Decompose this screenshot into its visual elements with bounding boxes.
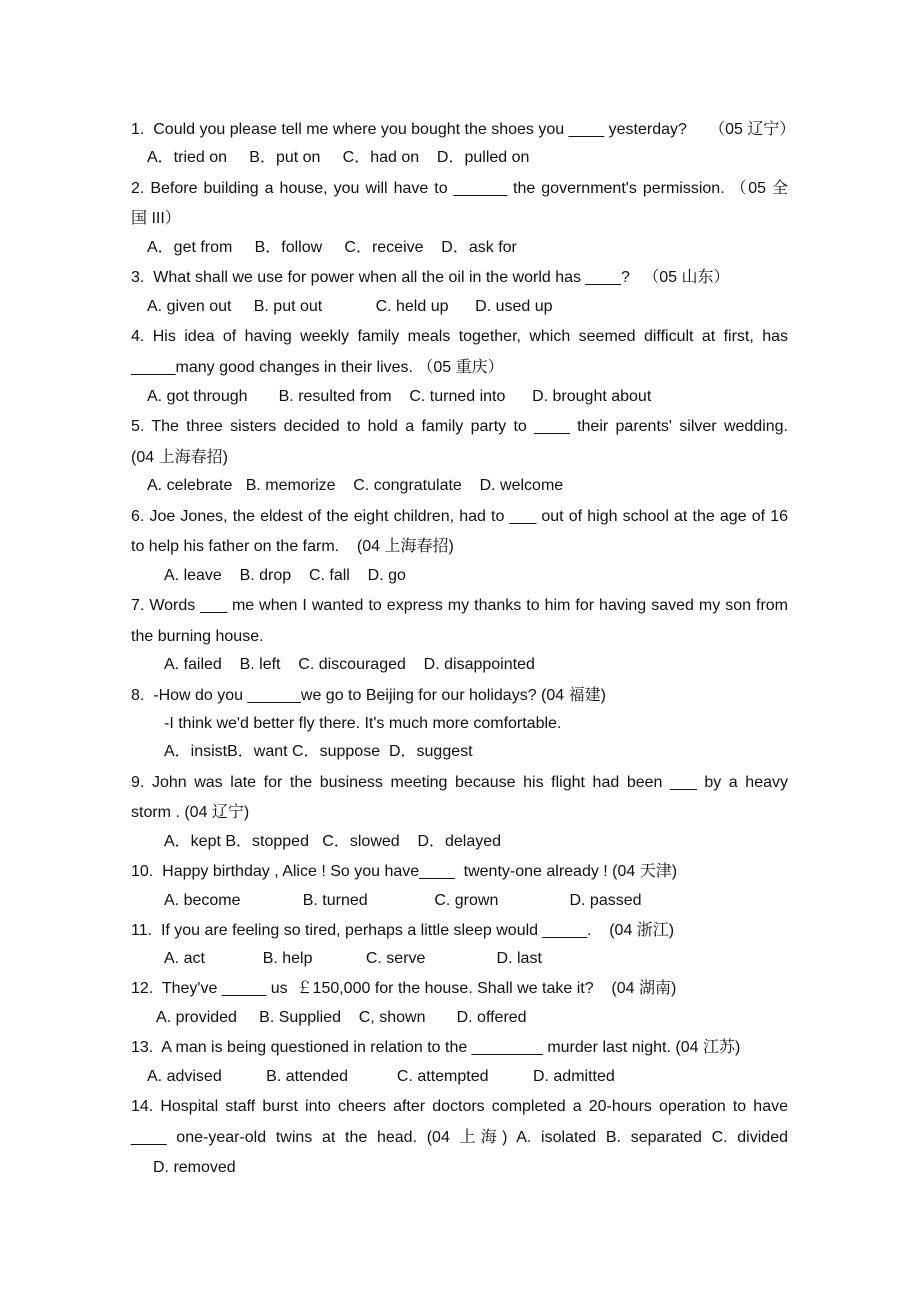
- answer-options: A. become B. turned C. grown D. passed: [164, 892, 642, 909]
- question-text-line: 国 III）: [131, 210, 181, 227]
- question-text-line: 10. Happy birthday , Alice ! So you have____ twenty-one already ! (04 天津): [131, 863, 678, 880]
- question-text-line: _____many good changes in their lives. （05 重庆）: [131, 359, 504, 376]
- question-text-line: 1. Could you please tell me where you bought the shoes you ____ yesterday? （05 辽宁）: [131, 121, 796, 138]
- answer-options: A．insistB．want C．suppose D．suggest: [164, 743, 473, 760]
- question-text-line: 11. If you are feeling so tired, perhaps a little sleep would _____. (04 浙江): [131, 922, 675, 939]
- answer-options: A. leave B. drop C. fall D. go: [164, 567, 406, 584]
- question-text-line: 12. They've _____ us ￡150,000 for the house. Shall we take it? (04 湖南): [131, 980, 677, 997]
- question-text-line: 13. A man is being questioned in relation to the ________ murder last night. (04 江苏): [131, 1039, 741, 1056]
- question-text-line: -I think we'd better fly there. It's much more comfortable.: [164, 715, 562, 732]
- answer-options: A. provided B. Supplied C, shown D. offered: [156, 1009, 527, 1026]
- question-text-line: 8. -How do you ______we go to Beijing for our holidays? (04 福建): [131, 687, 606, 704]
- question-text-line: 7. Words ___ me when I wanted to express my thanks to him for having saved my son from: [131, 597, 788, 614]
- question-text-line: ____ one-year-old twins at the head. (04 上海) A. isolated B. separated C. divided: [131, 1129, 788, 1146]
- answer-options: A. act B. help C. serve D. last: [164, 950, 542, 967]
- answer-options: A．tried on B．put on C．had on D．pulled on: [147, 149, 530, 166]
- answer-options: A. got through B. resulted from C. turned into D. brought about: [147, 388, 652, 405]
- question-text-line: (04 上海春招): [131, 449, 228, 466]
- question-text-line: 4. His idea of having weekly family meals together, which seemed difficult at first, has: [131, 328, 788, 345]
- question-text-line: 2. Before building a house, you will have to ______ the government's permission. （05 全: [131, 180, 788, 197]
- answer-options: D. removed: [153, 1159, 236, 1176]
- question-text-line: the burning house.: [131, 628, 264, 645]
- answer-options: A．get from B．follow C．receive D．ask for: [147, 239, 517, 256]
- question-text-line: storm . (04 辽宁): [131, 804, 250, 821]
- question-text-line: 3. What shall we use for power when all the oil in the world has ____? （05 山东）: [131, 269, 730, 286]
- answer-options: A. given out B. put out C. held up D. used up: [147, 298, 553, 315]
- question-text-line: 14. Hospital staff burst into cheers after doctors completed a 20-hours operation to have: [131, 1098, 788, 1115]
- answer-options: A. failed B. left C. discouraged D. disappointed: [164, 656, 535, 673]
- question-text-line: 9. John was late for the business meeting because his flight had been ___ by a heavy: [131, 774, 788, 791]
- question-text-line: 5. The three sisters decided to hold a family party to ____ their parents' silver wedding.: [131, 418, 788, 435]
- answer-options: A．kept B．stopped C．slowed D．delayed: [164, 833, 502, 850]
- question-text-line: 6. Joe Jones, the eldest of the eight children, had to ___ out of high school at the age of 16: [131, 508, 788, 525]
- answer-options: A. celebrate B. memorize C. congratulate D. welcome: [147, 477, 564, 494]
- answer-options: A. advised B. attended C. attempted D. admitted: [147, 1068, 615, 1085]
- question-text-line: to help his father on the farm. (04 上海春招): [131, 538, 454, 555]
